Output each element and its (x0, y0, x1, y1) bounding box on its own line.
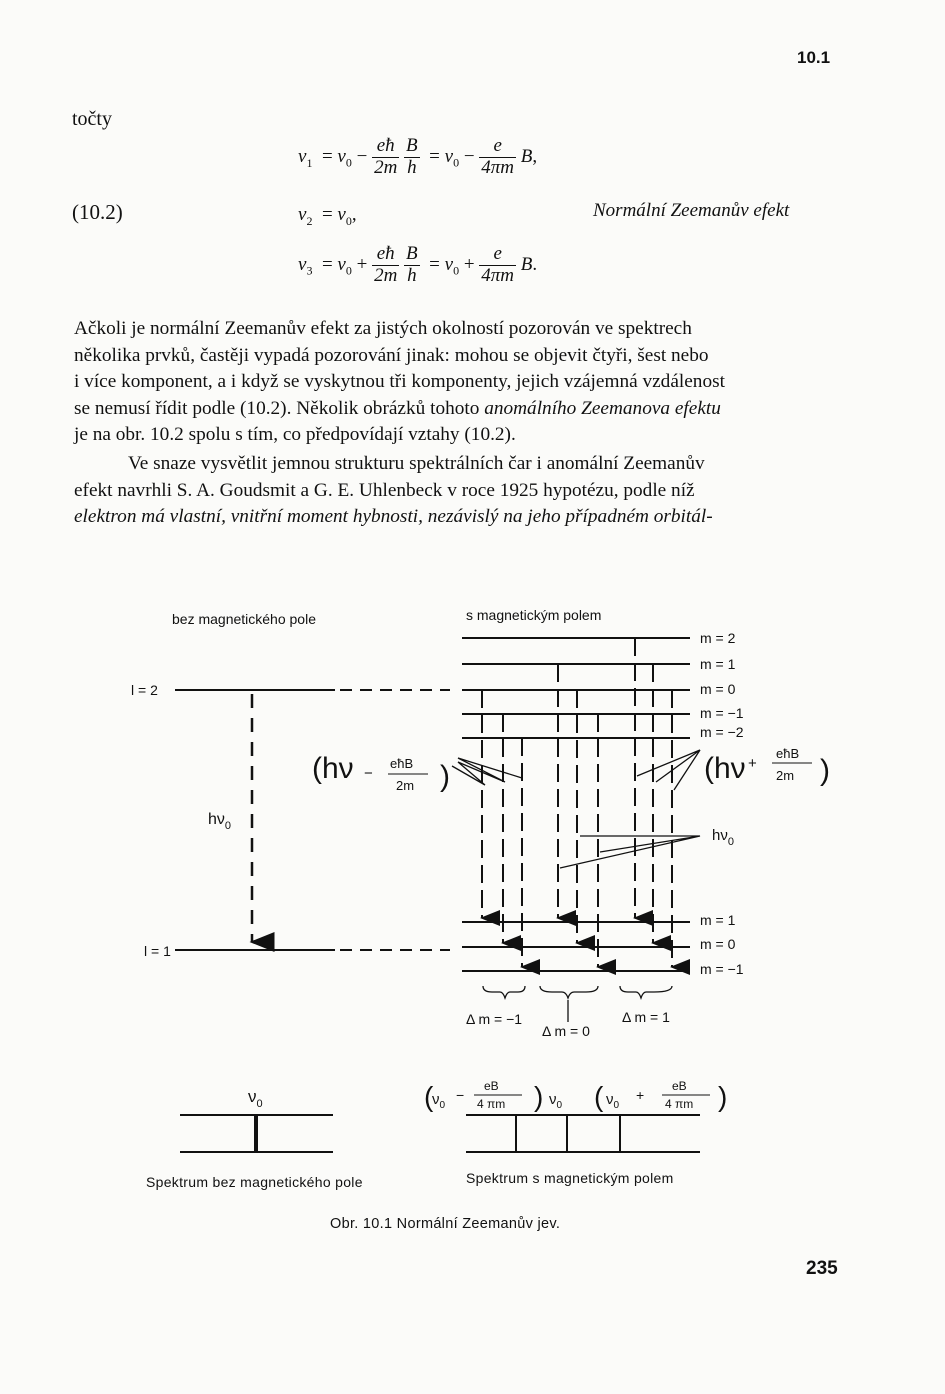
paragraph-2 (74, 451, 713, 531)
equation-row-2: $\nu_2 = \nu_0$, (298, 204, 357, 228)
svg-text:−: − (456, 1087, 465, 1103)
spectrum-left-caption: Spektrum bez magnetického pole (146, 1174, 363, 1190)
fraction-eh-2m: $\frac{eħ}{2m}$ (374, 135, 398, 178)
delta-ml-0: Δ m = 0 (542, 1023, 590, 1039)
transition-arrows (482, 638, 672, 967)
delta-ml-minus1: Δ m = −1 (466, 1011, 523, 1027)
section-number: 10.1 (797, 48, 831, 67)
svg-text:): ) (440, 760, 450, 793)
fraction-B-h-b: $\frac{B}{h}$ (406, 243, 418, 286)
svg-text:ν0: $\nu_0$ (432, 1091, 446, 1111)
equation-row-1: $\nu_1 = \nu_0$ − $\frac{eħ}{2m}$ $\frac{B}{h}$ = $\nu_0$ − $\frac{e}{4\pi m}$ B, (298, 135, 538, 178)
ml-minus1: m = −1 (700, 705, 744, 721)
ml-0: m = 0 (700, 681, 736, 697)
spectrum-no-field (180, 1115, 333, 1152)
fraction-e-4pim-b: $\frac{e}{4\pi m}$ (481, 243, 515, 286)
ml-minus2: m = −2 (700, 724, 744, 740)
equation-name: Normální Zeemanův efekt (593, 200, 790, 221)
delta-ml-1: Δ m = 1 (622, 1009, 670, 1025)
svg-text:): ) (718, 1081, 728, 1112)
level-l2-label: l = 2 (131, 682, 158, 698)
plus-energy-label (704, 746, 830, 787)
spectrum-left-symbol: $\nu_0$ (248, 1087, 263, 1110)
equation-row-3: $\nu_3 = \nu_0$ + $\frac{eħ}{2m}$ $\frac{B}{h}$ = $\nu_0$ + $\frac{e}{4\pi m}$ B. (298, 243, 538, 286)
paragraph-line: se nemusí řídit podle (10.2). Několik obrázků tohoto anomálního Zeemanova efektu (74, 397, 721, 419)
paragraph-line: efekt navrhli S. A. Goudsmit a G. E. Uhlenbeck v roce 1925 hypotézu, podle níž (74, 479, 695, 501)
center-hv0-label: $h\nu_0$ (712, 827, 734, 848)
paragraph-line: je na obr. 10.2 spolu s tím, co předpovídají vztahy (10.2). (74, 424, 516, 446)
ml-2: m = 2 (700, 630, 736, 646)
figure-caption: Obr. 10.1 Normální Zeemanův jev. (330, 1216, 561, 1232)
svg-text:(hν: (hν (704, 752, 746, 785)
svg-text:(hν: (hν (312, 752, 354, 785)
spectrum-field-label (424, 1079, 727, 1112)
ml-1: m = 1 (700, 656, 736, 672)
svg-text:+: + (748, 755, 757, 772)
paragraph-1 (74, 316, 725, 449)
paragraph-line: Ve snaze vysvětlit jemnou strukturu spektrálních čar i anomální Zeemanův (128, 453, 705, 474)
italic-term: anomálního Zeemanova efektu (484, 397, 721, 419)
paragraph-line: Ačkoli je normální Zeemanův efekt za jistých okolností pozorován ve spektrech (74, 318, 692, 339)
ml-lower-0: m = 0 (700, 936, 736, 952)
svg-text:2m: 2m (396, 778, 415, 793)
fraction-B-h: $\frac{B}{h}$ (406, 135, 418, 178)
svg-text:eħB: eħB (390, 756, 414, 771)
zeeman-diagram (0, 590, 945, 1240)
svg-text:): ) (534, 1081, 544, 1112)
hv0-label: $h\nu_0$ (208, 811, 232, 832)
svg-text:eħB: eħB (776, 746, 800, 761)
svg-text:eB: eB (672, 1079, 687, 1093)
label-no-field: bez magnetického pole (172, 611, 316, 627)
lead-word: točty (72, 108, 112, 130)
paragraph-line: i více komponent, a i když se vyskytnou tři komponenty, jejich vzájemná vzdálenost (74, 371, 725, 393)
eq1-lhs: $\nu_1$ (298, 145, 313, 170)
fraction-eh-2m-b: $\frac{eħ}{2m}$ (374, 243, 398, 286)
fraction-e-4pim: $\frac{e}{4\pi m}$ (481, 135, 515, 178)
svg-text:2m: 2m (776, 768, 795, 783)
svg-text:ν0: $\nu_0$ (606, 1091, 620, 1111)
svg-text:4 πm: 4 πm (665, 1097, 694, 1111)
svg-text:(: ( (424, 1081, 434, 1112)
ml-lower-1: m = 1 (700, 912, 736, 928)
svg-text:−: − (364, 765, 373, 782)
svg-text:(: ( (594, 1081, 604, 1112)
paragraph-line: několika prvků, častěji vypadá pozorování jinak: mohou se objevit čtyři, šest nebo (74, 344, 709, 366)
page-number: 235 (806, 1258, 838, 1279)
ml-lower-minus1: m = −1 (700, 961, 744, 977)
minus-energy-label (312, 752, 450, 793)
label-with-field: s magnetickým polem (466, 607, 602, 623)
level-l1-label: l = 1 (144, 943, 171, 959)
svg-text:+: + (636, 1087, 645, 1103)
svg-text:): ) (820, 754, 830, 787)
equation-number: (10.2) (72, 200, 123, 224)
svg-text:4 πm: 4 πm (477, 1097, 506, 1111)
spectrum-right-caption: Spektrum s magnetickým polem (466, 1170, 674, 1186)
svg-text:eB: eB (484, 1079, 499, 1093)
svg-text:ν0: $\nu_0$ (549, 1091, 563, 1111)
spectrum-with-field (466, 1115, 700, 1152)
paragraph-line: elektron má vlastní, vnitřní moment hybnosti, nezávislý na jeho případném orbitál- (74, 506, 713, 528)
